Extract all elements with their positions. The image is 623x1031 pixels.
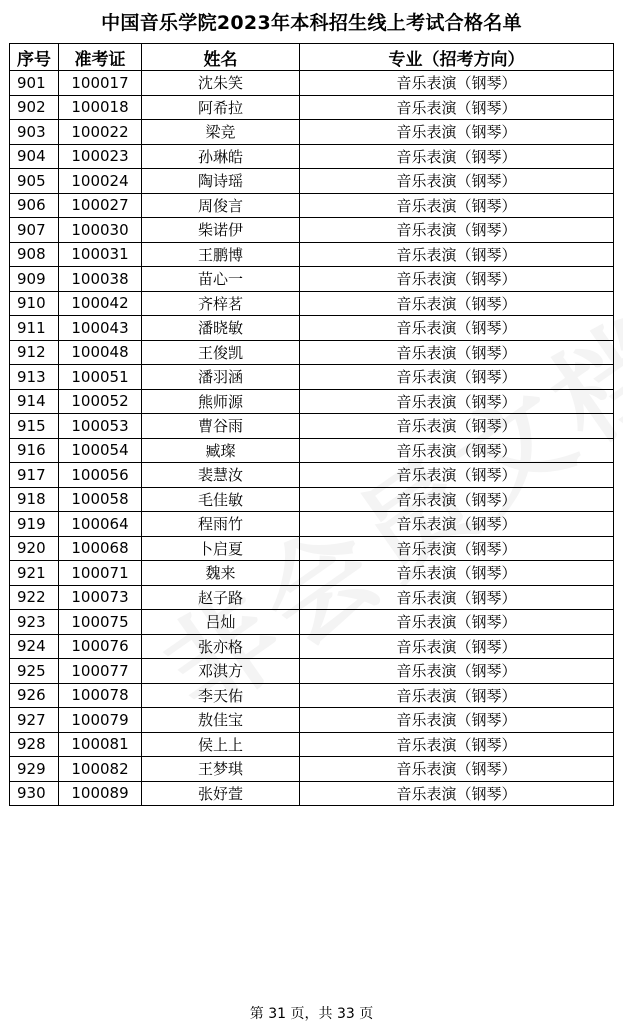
cell-major: 音乐表演（钢琴）: [300, 463, 614, 488]
cell-name: 毛佳敏: [142, 487, 300, 512]
table-row: [10, 536, 614, 561]
cell-major: 音乐表演（钢琴）: [300, 340, 614, 365]
cell-serial-number: 906: [10, 193, 59, 218]
cell-name: 阿希拉: [142, 95, 300, 120]
table-row: [10, 512, 614, 537]
cell-major: 音乐表演（钢琴）: [300, 120, 614, 145]
cell-major: 音乐表演（钢琴）: [300, 585, 614, 610]
cell-serial-number: 929: [10, 757, 59, 782]
cell-serial-number: 911: [10, 316, 59, 341]
table-row: [10, 438, 614, 463]
cell-serial-number: 919: [10, 512, 59, 537]
cell-serial-number: 902: [10, 95, 59, 120]
table-row: [10, 71, 614, 96]
cell-major: 音乐表演（钢琴）: [300, 144, 614, 169]
cell-admission-ticket: 100048: [59, 340, 142, 365]
cell-major: 音乐表演（钢琴）: [300, 218, 614, 243]
cell-admission-ticket: 100071: [59, 561, 142, 586]
cell-admission-ticket: 100017: [59, 71, 142, 96]
cell-serial-number: 908: [10, 242, 59, 267]
table-row: [10, 683, 614, 708]
cell-admission-ticket: 100082: [59, 757, 142, 782]
cell-major: 音乐表演（钢琴）: [300, 71, 614, 96]
cell-major: 音乐表演（钢琴）: [300, 781, 614, 806]
cell-name: 吕灿: [142, 610, 300, 635]
table-row: [10, 340, 614, 365]
header-admission-ticket: 准考证: [59, 44, 142, 71]
table-row: [10, 781, 614, 806]
cell-serial-number: 901: [10, 71, 59, 96]
cell-admission-ticket: 100018: [59, 95, 142, 120]
cell-serial-number: 918: [10, 487, 59, 512]
cell-name: 潘晓敏: [142, 316, 300, 341]
cell-name: 赵子路: [142, 585, 300, 610]
cell-serial-number: 903: [10, 120, 59, 145]
cell-serial-number: 912: [10, 340, 59, 365]
cell-serial-number: 909: [10, 267, 59, 292]
cell-major: 音乐表演（钢琴）: [300, 683, 614, 708]
cell-admission-ticket: 100043: [59, 316, 142, 341]
cell-admission-ticket: 100030: [59, 218, 142, 243]
cell-admission-ticket: 100073: [59, 585, 142, 610]
table-row: [10, 267, 614, 292]
table-row: [10, 291, 614, 316]
cell-admission-ticket: 100053: [59, 414, 142, 439]
cell-major: 音乐表演（钢琴）: [300, 634, 614, 659]
cell-serial-number: 917: [10, 463, 59, 488]
cell-name: 侯上上: [142, 732, 300, 757]
cell-name: 王梦琪: [142, 757, 300, 782]
cell-serial-number: 923: [10, 610, 59, 635]
table-row: [10, 757, 614, 782]
cell-major: 音乐表演（钢琴）: [300, 365, 614, 390]
cell-serial-number: 924: [10, 634, 59, 659]
cell-admission-ticket: 100064: [59, 512, 142, 537]
cell-serial-number: 910: [10, 291, 59, 316]
cell-name: 张亦格: [142, 634, 300, 659]
table-row: [10, 585, 614, 610]
cell-name: 梁竞: [142, 120, 300, 145]
cell-major: 音乐表演（钢琴）: [300, 95, 614, 120]
cell-name: 沈朱笑: [142, 71, 300, 96]
cell-major: 音乐表演（钢琴）: [300, 316, 614, 341]
cell-name: 邓淇方: [142, 659, 300, 684]
cell-admission-ticket: 100027: [59, 193, 142, 218]
cell-major: 音乐表演（钢琴）: [300, 414, 614, 439]
cell-major: 音乐表演（钢琴）: [300, 512, 614, 537]
cell-name: 敖佳宝: [142, 708, 300, 733]
cell-admission-ticket: 100078: [59, 683, 142, 708]
cell-admission-ticket: 100058: [59, 487, 142, 512]
page-footer: 第 31 页，共 33 页: [249, 1006, 374, 1022]
cell-name: 王俊凯: [142, 340, 300, 365]
cell-major: 音乐表演（钢琴）: [300, 487, 614, 512]
table-row: [10, 218, 614, 243]
cell-admission-ticket: 100075: [59, 610, 142, 635]
cell-name: 熊师源: [142, 389, 300, 414]
cell-serial-number: 920: [10, 536, 59, 561]
table-header-row: [10, 44, 614, 71]
cell-name: 齐梓茗: [142, 291, 300, 316]
cell-serial-number: 916: [10, 438, 59, 463]
cell-name: 程雨竹: [142, 512, 300, 537]
cell-admission-ticket: 100056: [59, 463, 142, 488]
table-row: [10, 316, 614, 341]
table-row: [10, 708, 614, 733]
cell-name: 柴诺伊: [142, 218, 300, 243]
cell-name: 潘羽涵: [142, 365, 300, 390]
table-row: [10, 610, 614, 635]
cell-name: 陶诗瑶: [142, 169, 300, 194]
table-row: [10, 561, 614, 586]
cell-admission-ticket: 100077: [59, 659, 142, 684]
cell-serial-number: 905: [10, 169, 59, 194]
table-row: [10, 365, 614, 390]
cell-admission-ticket: 100051: [59, 365, 142, 390]
page-title: 中国音乐学院2023年本科招生线上考试合格名单: [101, 12, 522, 34]
table-row: [10, 144, 614, 169]
header-major: 专业（招考方向）: [300, 44, 614, 71]
cell-name: 李天佑: [142, 683, 300, 708]
cell-name: 曹谷雨: [142, 414, 300, 439]
cell-name: 裴慧汝: [142, 463, 300, 488]
cell-major: 音乐表演（钢琴）: [300, 193, 614, 218]
table-row: [10, 634, 614, 659]
table-row: [10, 95, 614, 120]
cell-admission-ticket: 100076: [59, 634, 142, 659]
cell-admission-ticket: 100052: [59, 389, 142, 414]
cell-serial-number: 922: [10, 585, 59, 610]
cell-major: 音乐表演（钢琴）: [300, 291, 614, 316]
header-name: 姓名: [142, 44, 300, 71]
cell-admission-ticket: 100031: [59, 242, 142, 267]
table-row: [10, 463, 614, 488]
cell-admission-ticket: 100081: [59, 732, 142, 757]
cell-name: 卜启夏: [142, 536, 300, 561]
cell-name: 孙琳皓: [142, 144, 300, 169]
admission-list-table: [9, 43, 614, 806]
table-row: [10, 193, 614, 218]
table-row: [10, 242, 614, 267]
table-body: [10, 71, 614, 806]
cell-name: 周俊言: [142, 193, 300, 218]
cell-admission-ticket: 100024: [59, 169, 142, 194]
table-row: [10, 487, 614, 512]
cell-major: 音乐表演（钢琴）: [300, 267, 614, 292]
cell-admission-ticket: 100022: [59, 120, 142, 145]
table-row: [10, 732, 614, 757]
cell-admission-ticket: 100068: [59, 536, 142, 561]
cell-serial-number: 926: [10, 683, 59, 708]
table-row: [10, 389, 614, 414]
cell-serial-number: 921: [10, 561, 59, 586]
cell-serial-number: 907: [10, 218, 59, 243]
cell-admission-ticket: 100042: [59, 291, 142, 316]
cell-major: 音乐表演（钢琴）: [300, 389, 614, 414]
cell-major: 音乐表演（钢琴）: [300, 708, 614, 733]
cell-name: 王鹏博: [142, 242, 300, 267]
cell-admission-ticket: 100054: [59, 438, 142, 463]
cell-major: 音乐表演（钢琴）: [300, 610, 614, 635]
table-row: [10, 120, 614, 145]
cell-serial-number: 925: [10, 659, 59, 684]
cell-major: 音乐表演（钢琴）: [300, 536, 614, 561]
cell-major: 音乐表演（钢琴）: [300, 732, 614, 757]
cell-admission-ticket: 100089: [59, 781, 142, 806]
cell-major: 音乐表演（钢琴）: [300, 438, 614, 463]
cell-serial-number: 904: [10, 144, 59, 169]
table-row: [10, 659, 614, 684]
cell-admission-ticket: 100023: [59, 144, 142, 169]
cell-major: 音乐表演（钢琴）: [300, 659, 614, 684]
header-serial-number: 序号: [10, 44, 59, 71]
cell-serial-number: 914: [10, 389, 59, 414]
table-row: [10, 414, 614, 439]
cell-name: 魏来: [142, 561, 300, 586]
cell-admission-ticket: 100079: [59, 708, 142, 733]
cell-major: 音乐表演（钢琴）: [300, 242, 614, 267]
cell-name: 张妤萱: [142, 781, 300, 806]
table-row: [10, 169, 614, 194]
cell-serial-number: 930: [10, 781, 59, 806]
cell-name: 臧璨: [142, 438, 300, 463]
cell-major: 音乐表演（钢琴）: [300, 561, 614, 586]
cell-serial-number: 928: [10, 732, 59, 757]
cell-serial-number: 927: [10, 708, 59, 733]
cell-major: 音乐表演（钢琴）: [300, 169, 614, 194]
cell-serial-number: 915: [10, 414, 59, 439]
cell-admission-ticket: 100038: [59, 267, 142, 292]
cell-serial-number: 913: [10, 365, 59, 390]
cell-name: 苗心一: [142, 267, 300, 292]
cell-major: 音乐表演（钢琴）: [300, 757, 614, 782]
